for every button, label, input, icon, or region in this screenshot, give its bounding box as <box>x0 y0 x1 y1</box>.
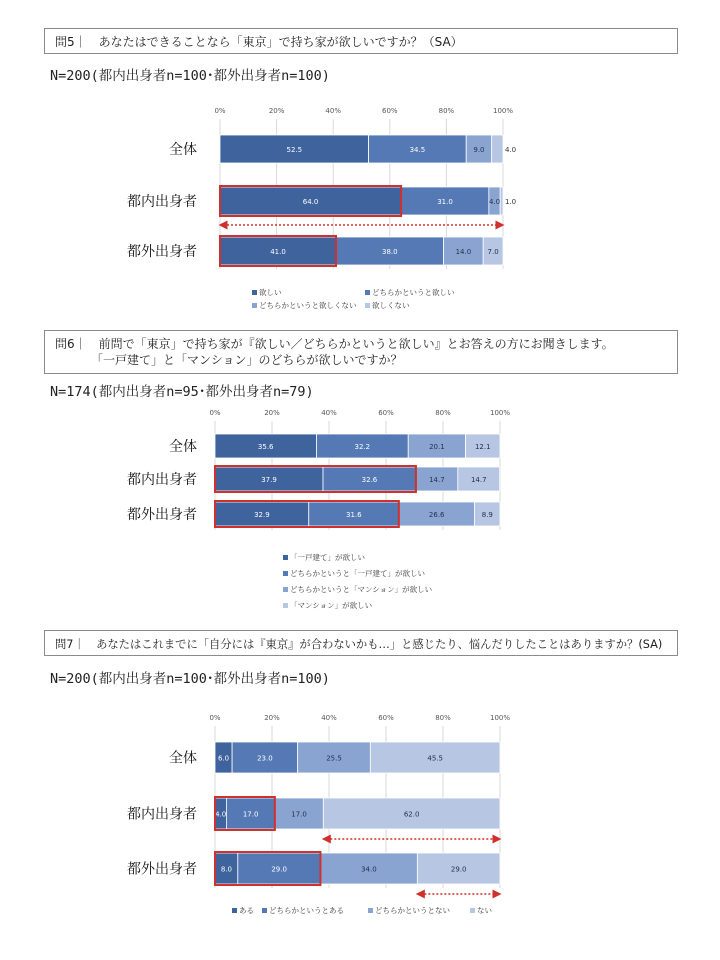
q5-data-label: 41.0 <box>270 248 286 256</box>
q5-legend-swatch <box>252 303 257 308</box>
q7-tick-label: 60% <box>378 714 394 722</box>
q5-tick-label: 0% <box>214 107 226 115</box>
q5-legend-swatch <box>252 290 257 295</box>
q5-data-label: 64.0 <box>302 198 319 206</box>
q5-data-label: 4.0 <box>488 198 501 206</box>
q6-tick-label: 80% <box>435 409 451 417</box>
q5-data-label: 31.0 <box>437 198 453 206</box>
q5-data-label: 14.0 <box>455 248 472 256</box>
q6-category-label: 都外出身者 <box>127 507 197 523</box>
q6-data-label: 20.1 <box>429 443 445 451</box>
q7-question-box <box>44 630 678 656</box>
q6-data-label: 35.6 <box>257 443 274 451</box>
q5-chart <box>0 95 720 315</box>
q6-sample-size: N=174(都内出身者n=95･都外出身者n=79) <box>50 384 314 400</box>
q6-chart <box>0 405 720 620</box>
q7-category-label: 都内出身者 <box>127 806 197 823</box>
q6-tick-label: 20% <box>264 409 280 417</box>
q6-data-label: 32.6 <box>361 476 378 484</box>
q5-data-label: 34.5 <box>409 146 426 154</box>
q6-data-label: 12.1 <box>474 443 491 451</box>
q5-category-label: 都外出身者 <box>127 244 197 260</box>
q7-legend-label: どちらかというとある <box>269 906 344 915</box>
q5-category-label: 都内出身者 <box>127 194 197 210</box>
q5-sample-size: N=200(都内出身者n=100･都外出身者n=100) <box>50 68 330 84</box>
q7-tick-label: 80% <box>435 714 451 722</box>
q6-legend-swatch <box>283 603 288 608</box>
q7-question-text: 問7｜ あなたはこれまでに「自分には『東京』が合わないかも…」と感じたり、悩んだりしたことはありますか？(SA) <box>55 638 663 651</box>
q6-data-label: 32.9 <box>254 511 270 519</box>
q6-legend-label: 「マンション」が欲しい <box>290 601 373 610</box>
q6-data-label: 14.7 <box>429 476 445 484</box>
q6-data-label: 32.2 <box>354 443 371 451</box>
q5-legend-label: どちらかというと欲しくない <box>259 301 357 310</box>
q6-category-label: 全体 <box>169 439 197 455</box>
q7-category-label: 都外出身者 <box>127 861 197 878</box>
q5-data-label: 7.0 <box>487 248 499 256</box>
q6-legend-label: 「一戸建て」が欲しい <box>290 553 365 562</box>
q7-data-label: 29.0 <box>271 865 287 874</box>
q5-data-label: 4.0 <box>505 146 517 154</box>
q5-bar-segment <box>492 135 503 163</box>
q7-data-label: 45.5 <box>427 754 443 763</box>
q7-legend-swatch <box>368 908 373 913</box>
q5-data-label: 1.0 <box>505 198 517 206</box>
q7-data-label: 4.0 <box>215 810 227 819</box>
q6-data-label: 14.7 <box>470 476 487 484</box>
q6-legend-label: どちらかというと「一戸建て」が欲しい <box>290 569 425 578</box>
q5-legend-swatch <box>365 303 370 308</box>
q5-question-box <box>44 28 678 54</box>
q5-legend-label: どちらかというと欲しい <box>372 288 455 297</box>
q7-tick-label: 100% <box>489 714 511 722</box>
q7-data-label: 23.0 <box>257 754 273 763</box>
q5-tick-label: 100% <box>492 107 514 115</box>
q7-data-label: 25.5 <box>326 754 342 763</box>
q7-data-label: 34.0 <box>361 865 377 874</box>
q7-legend-swatch <box>262 908 267 913</box>
q6-data-label: 26.6 <box>428 511 445 519</box>
q5-tick-label: 20% <box>268 107 285 115</box>
q6-tick-label: 0% <box>209 409 221 417</box>
q6-legend-swatch <box>283 571 288 576</box>
q5-legend-label: 欲しい <box>259 288 282 297</box>
q6-tick-label: 60% <box>378 409 394 417</box>
q5-tick-label: 60% <box>382 107 398 115</box>
q5-data-label: 9.0 <box>473 146 485 154</box>
q5-tick-label: 80% <box>438 107 455 115</box>
q6-question-line2: 「一戸建て」と「マンション」のどちらが欲しいですか？ <box>91 353 403 367</box>
q5-tick-label: 40% <box>325 107 341 115</box>
q7-legend-swatch <box>470 908 475 913</box>
q5-data-label: 38.0 <box>382 248 398 256</box>
q6-legend-label: どちらかというと「マンション」が欲しい <box>290 585 433 594</box>
q5-legend-label: 欲しくない <box>372 301 410 310</box>
q7-legend-swatch <box>232 908 237 913</box>
q7-tick-label: 20% <box>264 714 280 722</box>
q7-legend-label: ある <box>239 906 254 915</box>
q5-question-text: 問5｜ あなたはできることなら「東京」で持ち家が欲しいですか？（SA） <box>55 35 463 49</box>
q5-category-label: 全体 <box>169 142 197 158</box>
q7-tick-label: 0% <box>209 714 221 722</box>
q7-tick-label: 40% <box>321 714 337 722</box>
q6-legend-swatch <box>283 555 288 560</box>
q6-data-label: 31.6 <box>345 511 362 519</box>
q6-category-label: 都内出身者 <box>127 472 197 488</box>
q7-data-label: 17.0 <box>291 810 307 819</box>
q6-legend-swatch <box>283 587 288 592</box>
q7-data-label: 62.0 <box>403 810 420 819</box>
q7-data-label: 17.0 <box>242 810 259 819</box>
q7-data-label: 6.0 <box>217 754 230 763</box>
q7-category-label: 全体 <box>169 750 197 767</box>
q6-data-label: 8.9 <box>481 511 493 519</box>
q6-question-box <box>44 330 678 374</box>
q6-data-label: 37.9 <box>261 476 277 484</box>
q6-question-line1: 問6｜ 前問で「東京」で持ち家が『欲しい／どちらかというと欲しい』とお答えの方にお聞きします。 <box>55 337 614 351</box>
q5-data-label: 52.5 <box>286 146 303 154</box>
q6-tick-label: 40% <box>321 409 337 417</box>
q5-bar-segment <box>500 187 503 215</box>
q7-data-label: 29.0 <box>450 865 467 874</box>
q7-legend-label: ない <box>477 906 492 915</box>
q6-tick-label: 100% <box>489 409 511 417</box>
q7-sample-size: N=200(都内出身者n=100･都外出身者n=100) <box>50 671 330 687</box>
q5-legend-swatch <box>365 290 370 295</box>
q7-chart <box>0 710 720 930</box>
q7-data-label: 8.0 <box>220 865 232 874</box>
q7-legend-label: どちらかというとない <box>375 906 450 915</box>
